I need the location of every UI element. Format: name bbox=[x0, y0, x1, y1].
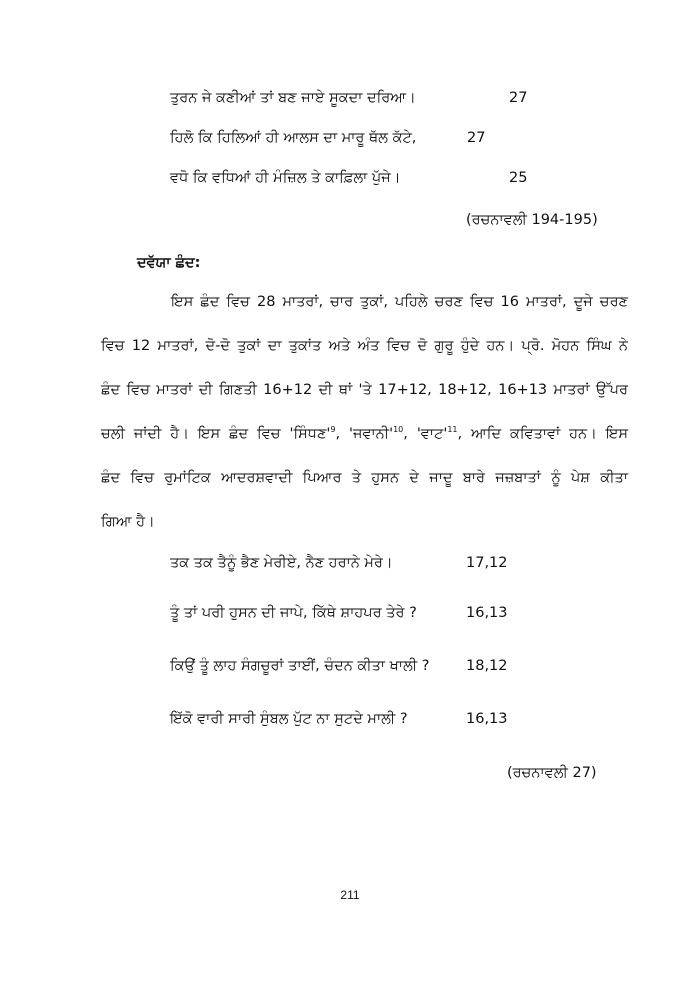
paragraph-text: , ਆਦਿ ਕਵਿਤਾਵਾਂ ਹਨ। ਇਸ bbox=[457, 426, 629, 442]
verse-matra-count: 17,12 bbox=[466, 555, 508, 571]
source-reference: (ਰਚਨਾਵਲੀ 27) bbox=[507, 765, 597, 781]
paragraph-line: ਛੰਦ ਵਿਚ ਰੁਮਾਂਟਿਕ ਆਦਰਸ਼ਵਾਦੀ ਪਿਆਰ ਤੇ ਹੁਸਨ ਦੇ ਜਾਦੂ ਬਾਰੇ ਜਜ਼ਬਾਤਾਂ ਨੂੰ ਪੇਸ਼ ਕੀਤਾ bbox=[101, 470, 628, 486]
verse-line: ਹਿਲੋ ਕਿ ਹਿਲਿਆਂ ਹੀ ਆਲਸ ਦਾ ਮਾਰੂ ਥੱਲ ਕੱਟੇ, bbox=[170, 130, 417, 146]
verse-matra-count: 18,12 bbox=[466, 658, 508, 674]
paragraph-text: ਚਲੀ ਜਾਂਦੀ ਹੈ। ਇਸ ਛੰਦ ਵਿਚ bbox=[101, 426, 290, 442]
poem-title: 'ਜਵਾਨੀ' bbox=[349, 426, 394, 442]
paragraph-line: ਛੰਦ ਵਿਚ ਮਾਤਰਾਂ ਦੀ ਗਿਣਤੀ 16+12 ਦੀ ਥਾਂ 'ਤੇ 17+12, 18+12, 16+13 ਮਾਤਰਾਂ ਉੱਪਰ bbox=[101, 382, 628, 398]
verse-matra-count: 25 bbox=[509, 170, 528, 186]
source-reference: (ਰਚਨਾਵਲੀ 194-195) bbox=[466, 212, 598, 228]
footnote-marker[interactable]: 9 bbox=[330, 425, 336, 435]
separator: , bbox=[335, 426, 349, 442]
section-heading: ਦਵੱਯਾ ਛੰਦ: bbox=[137, 255, 201, 271]
verse-line: ਇੱਕੋ ਵਾਰੀ ਸਾਰੀ ਸੁੰਬਲ ਪੁੱਟ ਨਾ ਸੁਟਦੇ ਮਾਲੀ ? bbox=[170, 711, 408, 727]
verse-matra-count: 27 bbox=[509, 90, 528, 106]
paragraph-line: ਗਿਆ ਹੈ। bbox=[101, 514, 155, 530]
verse-line: ਤੁਰਨ ਜੇ ਕਣੀਆਂ ਤਾਂ ਬਣ ਜਾਏ ਸੂਕਦਾ ਦਰਿਆ। bbox=[170, 90, 416, 106]
separator: , bbox=[403, 426, 417, 442]
paragraph-line bbox=[101, 424, 628, 444]
page-number: 211 bbox=[340, 888, 360, 902]
verse-line: ਵਧੋ ਕਿ ਵਧਿਆਂ ਹੀ ਮੰਜ਼ਿਲ ਤੇ ਕਾਫ਼ਿਲਾ ਪੁੱਜੇ। bbox=[170, 170, 401, 186]
verse-matra-count: 16,13 bbox=[466, 711, 508, 727]
paragraph-line: ਵਿਚ 12 ਮਾਤਰਾਂ, ਦੋ-ਦੋ ਤੁਕਾਂ ਦਾ ਤੁਕਾਂਤ ਅਤੇ ਅੰਤ ਵਿਚ ਦੋ ਗੁਰੂ ਹੁੰਦੇ ਹਨ। ਪ੍ਰੋ. ਮੋਹਨ ਸਿੰਘ ਨੇ bbox=[101, 338, 628, 354]
verse-matra-count: 27 bbox=[467, 130, 486, 146]
verse-line: ਕਿਉਂ ਤੂੰ ਲਾਹ ਸੰਗਚੂਰਾਂ ਤਾਈਂ, ਚੰਦਨ ਕੀਤਾ ਖਾਲੀ ? bbox=[170, 658, 430, 674]
verse-line: ਤੂੰ ਤਾਂ ਪਰੀ ਹੁਸਨ ਦੀ ਜਾਪੇ, ਕਿੱਥੇ ਸ਼ਾਹਪਰ ਤੇਰੇ ? bbox=[170, 605, 417, 621]
footnote-marker[interactable]: 11 bbox=[447, 425, 458, 435]
poem-title: 'ਸਿੰਧਣ' bbox=[289, 426, 331, 442]
footnote-marker[interactable]: 10 bbox=[393, 425, 404, 435]
verse-matra-count: 16,13 bbox=[466, 605, 508, 621]
verse-line: ਤਕ ਤਕ ਤੈਨੂੰ ਭੈਣ ਮੇਰੀਏ, ਨੈਣ ਹਰਾਨੇ ਮੇਰੇ। bbox=[170, 555, 393, 571]
poem-title: 'ਵਾਟ' bbox=[416, 426, 448, 442]
paragraph-line: ਇਸ ਛੰਦ ਵਿਚ 28 ਮਾਤਰਾਂ, ਚਾਰ ਤੁਕਾਂ, ਪਹਿਲੇ ਚਰਣ ਵਿਚ 16 ਮਾਤਰਾਂ, ਦੂਜੇ ਚਰਣ bbox=[171, 294, 628, 310]
